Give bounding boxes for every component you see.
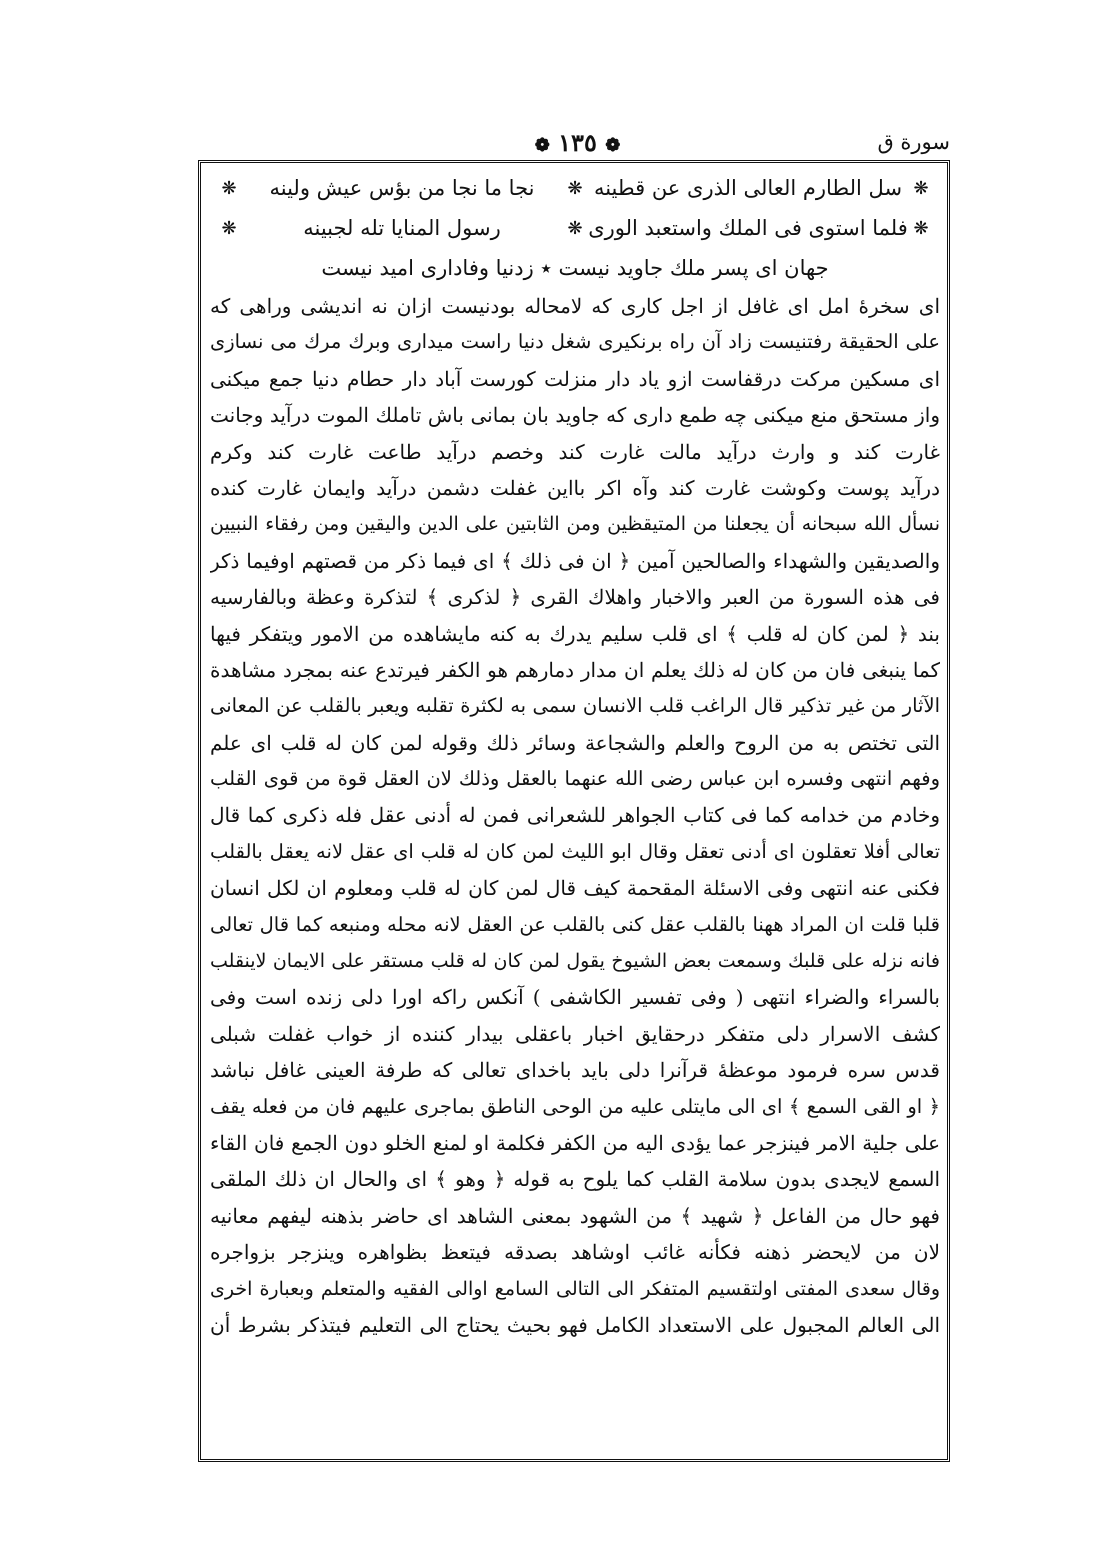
text-line: والصديقين والشهداء والصالحين آمين ﴿ ان فى ذلك ﴾ اى فيما ذكر من قصتهم اوفيما ذكر [210,548,940,573]
verse-hemistich-left: نجا ما نجا من بؤس عيش ولينه [269,176,535,200]
text-line: فهو حال من الفاعل ﴿ شهيد ﴾ من الشهود بمعنى الشاهد اى حاضر بذهنه ليفهم معانيه [210,1203,940,1228]
text-line: فكنى عنه انتهى وفى الاسئلة المقحمة كيف قال لمن كان له قلب ومعلوم ان لكل انسان [210,876,940,901]
text-line: كشف الاسرار دلى متفكر درحقايق اخبار باعقلى بيدار كننده از خواب غفلت شبلى [210,1021,940,1046]
verse-row [210,168,940,208]
text-line: قلبا قلت ان المراد ههنا بالقلب عقل كنى بالقلب عن العقل لانه محله ومنبعه كما قال تعالى [210,912,940,936]
text-line: تعالى أفلا تعقلون اى أدنى تعقل وقال ابو الليث لمن كان له قلب اى عقل لانه يعقل بالقلب [210,839,940,863]
text-line: لان من لايحضر ذهنه فكأنه غائب اوشاهد بصدقه فيتعظ بظواهره وينزجر بزواجره [210,1240,940,1265]
text-line: نسأل الله سبحانه أن يجعلنا من المتيقظين ومن الثابتين على الدين واليقين ومن رفقاء النبيين [210,513,940,536]
verse-star-icon: ❋ [913,217,929,239]
text-line: وفهم انتهى وفسره ابن عباس رضى الله عنهما بالعقل وذلك لان العقل قوة من قوى القلب [210,767,940,791]
text-line: وقال سعدى المفتى اولتقسيم المتفكر الى التالى السامع اوالى الفقيه والمتعلم وبعبارة اخرى [210,1277,940,1300]
page-number-block [535,128,621,157]
page-content [210,168,940,1343]
verse-row [210,208,940,248]
verse-star-icon: ❋ [567,177,583,199]
text-line: وخادم من خدامه كما فى كتاب الجواهر للشعرانى فمن له أدنى عقل فله ذكرى كما قال [210,803,940,828]
text-line: الى العالم المجبول على الاستعداد الكامل فهو بحيث يحتاج الى التعليم فيتذكر بشرط أن [210,1312,940,1337]
text-line: فانه نزله على قلبك وسمعت بعض الشيوخ يقول لمن كان له قلب مستقر على الايمان لاينقلب [210,950,940,973]
surah-title: سورة ق [877,130,950,154]
verse-star-icon: ❋ [567,217,583,239]
text-line: فى هذه السورة من العبر والاخبار واهلاك القرى ﴿ لذكرى ﴾ لتذكرة وعظة وبالفارسيه [210,585,940,610]
text-line: بند ﴿ لمن كان له قلب ﴾ اى قلب سليم يدرك به كنه مايشاهده من الامور ويتفكر فيها [210,621,940,646]
page-number: ١٣٥ [558,128,597,157]
text-line: كما ينبغى فان من كان له ذلك يعلم ان مدار دمارهم هو الكفر فيرتدع عنه بمجرد مشاهدة [210,657,940,682]
text-line: على الحقيقة رفتنيست زاد آن راه برنكيرى شغل دنيا راست ميدارى وبرك مرك مى نسازى [210,330,940,354]
text-line: التى تختص به من الروح والعلم والشجاعة وسائر ذلك وقوله لمن كان له قلب اى علم [210,730,940,755]
text-line: على جلية الامر فينزجر عما يؤدى اليه من الكفر فكلمة او لمنع الخلو دون الجمع فان القاء [210,1130,940,1155]
text-line: غارت كند و وارث درآيد مالت غارت كند وخصم درآيد طاعت غارت كند وكرم [210,439,940,464]
verse-hemistich-right: سل الطارم العالى الذرى عن قطينه [593,176,903,200]
body-text [210,288,940,1343]
verse-star-icon: ❋ [221,177,237,199]
verse-hemistich-left: رسول المنايا تله لجبينه [303,216,501,240]
text-line: واز مستحق منع ميكنى چه طمع دارى كه جاويد بان بمانى باش تاملك الموت درآيد وجانت [210,403,940,428]
verse-star-icon: ❋ [913,177,929,199]
verse-hemistich-right: فلما استوى فى الملك واستعبد الورى [588,216,908,240]
ornament-right-icon: ❁ [605,135,621,156]
page-header [205,128,950,158]
text-line: الآثار من غير تذكير قال الراغب قلب الانسان سمى به لكثرة تقلبه ويعبر بالقلب عن المعانى [210,694,940,718]
text-line: درآيد پوست وكوشت غارت كند وآه اكر بااين غفلت دشمن درآيد وايمان غارت كنده [210,475,940,500]
text-line: اى سخرهٔ امل اى غافل از اجل كارى كه لامحاله بودنيست ازان نه انديشى وراهى كه [210,294,940,318]
persian-verse: جهان اى پسر ملك جاويد نيست ٭ زدنيا وفادارى اميد نيست [321,256,829,280]
verse-star-icon: ❋ [221,217,237,239]
text-line: بالسراء والضراء انتهى ( وفى تفسير الكاشفى ) آنكس راكه اورا دلى زنده است وفى [210,985,940,1010]
ornament-left-icon: ❁ [534,135,550,156]
text-line: ﴿ او القى السمع ﴾ اى الى مايتلى عليه من الوحى الناطق بماجرى عليهم فان من فعله يقف [210,1094,940,1118]
text-line: قدس سره فرمود موعظهٔ قرآنرا دلى بايد باخداى تعالى كه طرفة العينى غافل نباشد [210,1058,940,1083]
text-line: اى مسكين مركت درقفاست ازو ياد دار منزلت كورست آباد دار حطام دنيا جمع ميكنى [210,366,940,391]
text-line: السمع لايجدى بدون سلامة القلب كما يلوح به قوله ﴿ وهو ﴾ اى والحال ان ذلك الملقى [210,1167,940,1192]
